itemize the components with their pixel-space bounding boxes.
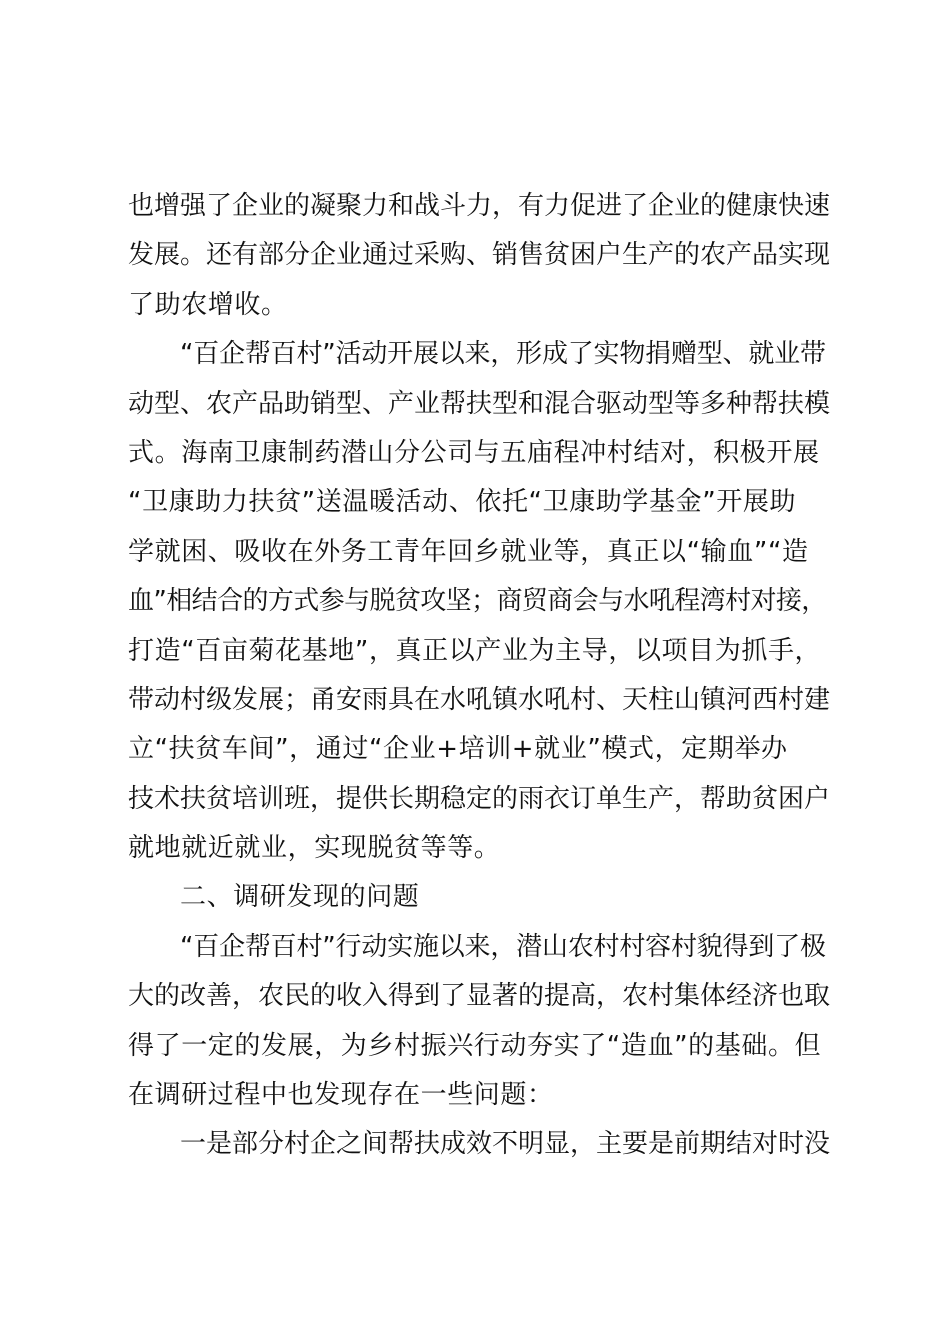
text-line: 打造“百亩菊花基地”，真正以产业为主导，以项目为抓手， <box>128 635 822 666</box>
paragraph-start-line: “百企帮百村”活动开展以来，形成了实物捐赠型、就业带 <box>180 339 826 370</box>
section-heading: 二、调研发现的问题 <box>180 882 420 913</box>
text-line: 大的改善，农民的收入得到了显著的提高，农村集体经济也取 <box>128 981 831 1012</box>
text-line: 得了一定的发展，为乡村振兴行动夯实了“造血”的基础。但 <box>128 1030 822 1061</box>
text-line: 了助农增收。 <box>128 289 288 320</box>
text-line: 技术扶贫培训班，提供长期稳定的雨衣订单生产，帮助贫困户 <box>128 783 831 814</box>
text-line: 在调研过程中也发现存在一些问题： <box>128 1080 554 1111</box>
text-line: “卫康助力扶贫”送温暖活动、依托“卫康助学基金”开展助 <box>128 487 797 518</box>
text-line: 带动村级发展；甬安雨具在水吼镇水吼村、天柱山镇河西村建 <box>128 684 831 715</box>
text-line: 血”相结合的方式参与脱贫攻坚；商贸商会与水吼程湾村对接， <box>128 586 827 617</box>
text-line: 学就困、吸收在外务工青年回乡就业等，真正以“输血”“造 <box>128 536 809 567</box>
text-line: 也增强了企业的凝聚力和战斗力，有力促进了企业的健康快速 <box>128 191 831 221</box>
paragraph-start-line: 一是部分村企之间帮扶成效不明显，主要是前期结对时没 <box>180 1129 831 1160</box>
text-line: 动型、农产品助销型、产业帮扶型和混合驱动型等多种帮扶模 <box>128 388 831 419</box>
text-line: 就地就近就业，实现脱贫等等。 <box>128 833 501 864</box>
text-line: 立“扶贫车间”，通过“企业+培训+就业”模式，定期举办 <box>128 734 788 765</box>
text-line: 发展。还有部分企业通过采购、销售贫困户生产的农产品实现 <box>128 240 831 271</box>
text-line: 式。海南卫康制药潜山分公司与五庙程冲村结对，积极开展 <box>128 437 820 468</box>
body-text <box>128 182 830 1170</box>
paragraph-start-line: “百企帮百村”行动实施以来，潜山农村村容村貌得到了极 <box>180 931 826 962</box>
